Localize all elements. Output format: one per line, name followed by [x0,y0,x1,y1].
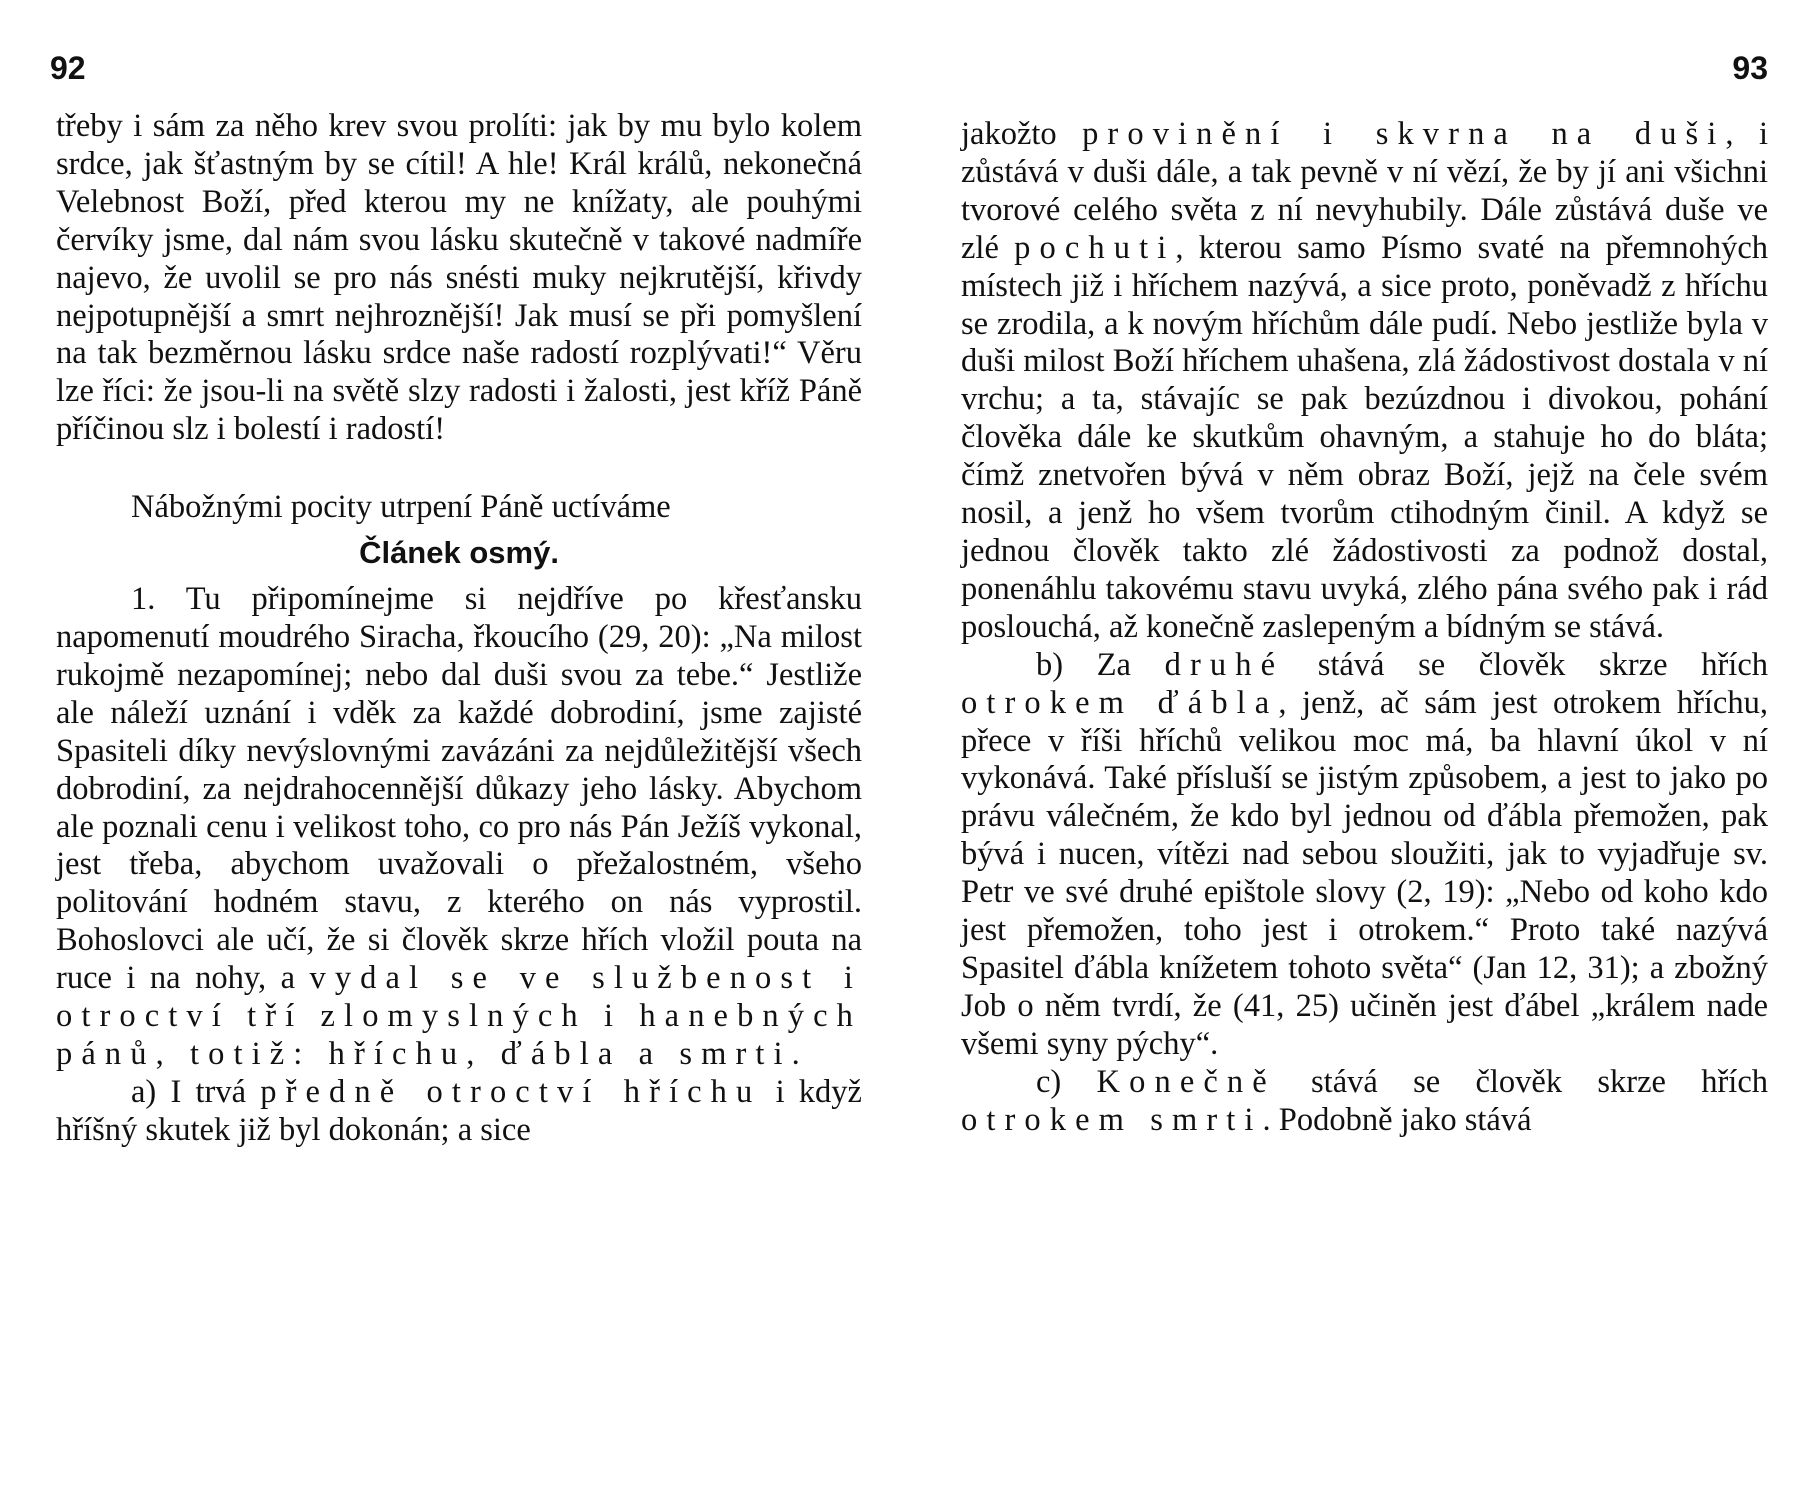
left-page-text [56,108,862,1150]
paragraph-text: i když hříšný skutek již byl dokonán; a sice [56,1073,862,1148]
section-gap [56,449,862,489]
emphasized-text: předně otroctví hříchu [260,1073,762,1110]
paragraph-text: b) Za [1036,646,1165,683]
paragraph-text: stává se člověk skrze hřích [1284,646,1769,683]
paragraph-text: 1. Tu připomínejme si nejdříve po křesťansku napomenutí moudrého Siracha, řkoucího (29, 20): „Na milost rukojmě nezapomínej; nebo dal duši svou za tebe.“ Jestliže ale náleží uznání i vděk za každé dobrodiní, jsme zajisté Spasiteli díky nevýslovnými zavázáni za nejdůležitější všech dobrodiní, za nejdrahocennější důkazy jeho lásky. Abychom ale poznali cenu i velikost toho, co pro nás Pán Ježíš vykonal, jest třeba, abychom uvažovali o přežalostném, všeho politování hodném stavu, z kterého on nás vyprostil. Bohoslovci ale učí, že si člověk skrze hřích vložil pouta na ruce i na nohy, a [56,581,862,997]
emphasized-text: vydal se ve službenost i otroctví tří zlomyslných i hanebných pánů, totiž: hříchu, ďábla a smrti. [56,960,862,1072]
right-page [901,0,1802,1500]
emphasized-text: otrokem ďábla [961,684,1279,721]
paragraph [56,1074,862,1150]
paragraph-text: c) [1036,1063,1097,1100]
right-page-text [961,116,1768,1139]
emphasized-text: Konečně [1096,1063,1276,1100]
paragraph [961,116,1768,647]
paragraph-text: stává se člověk skrze hřích [1275,1063,1769,1100]
paragraph [961,647,1768,1064]
emphasized-text: otrokem smrti [961,1101,1263,1138]
paragraph-text: jakožto [961,116,1083,152]
paragraph-text: a) I trvá [131,1073,261,1110]
paragraph [961,1064,1768,1140]
paragraph: třeby i sám za něho krev svou prolíti: jak by mu bylo kolem srdce, jak šťastným by se cítil! A hle! Král králů, nekonečná Velebnost Boží, před kterou my ne knížaty, ale pouhými červíky jsme, dal nám svou lásku skutečně v takové nadmíře najevo, že uvolil se pro nás snésti muky nejkrutější, křivdy nejpotupnější a smrt nejhroznější! Jak musí se při pomyšlení na tak bezměrnou lásku srdce naše radostí rozplývati!“ Věru lze říci: že jsou-li na světě slzy radosti i žalosti, jest kříž Páně příčinou slz i bolestí i radostí! [56,108,862,448]
paragraph-text: . Podobně jako stává [1262,1101,1532,1138]
emphasized-text: provinění i skvrna na duši [1082,116,1726,152]
page-number: 93 [1732,50,1768,86]
emphasized-text: druhé [1164,646,1285,683]
section-subtitle: Nábožnými pocity utrpení Páně uctíváme [131,489,671,526]
page-number: 92 [50,50,86,86]
paragraph-text: , kterou samo Písmo svaté na přemnohých místech již i hříchem nazývá, a sice proto, poněvadž z hříchu se zrodila, a k novým hříchům dále pudí. Nebo jestliže byla v duši milost Boží hříchem uhašena, zlá žádostivost dostala v ní vrchu; a ta, stávajíc se pak bezúzdnou i divokou, pohání člověka dále ke skutkům ohavným, a stahuje ho do bláta; čímž znetvořen bývá v něm obraz Boží, jejž na čele svém nosil, a jenž ho všem tvorům ctihodným činil. A když se jednou člověk takto zlé žádostivosti za podnož dostal, ponenáhlu takovému stavu uvyká, zlého pána svého pak i rád poslouchá, až konečně zaslepeným a bídným se stává. [961,229,1768,645]
paragraph [56,581,862,1074]
emphasized-text: pochuti [1014,229,1176,266]
section-heading: Článek osmý. [359,535,559,571]
paragraph-text: , i zůstává v duši dále, a tak pevně v ní vězí, že by jí ani všichni tvorové celého světa z ní nevyhubily. Dále zůstává duše ve zlé [961,116,1768,266]
paragraph-text: , jenž, ač sám jest otrokem hříchu, přece v říši hříchů velikou moc má, ba hlavní úkol v ní vykonává. Také přísluší se jistým způsobem, a jest to jako po právu válečném, že kdo byl jednou od ďábla přemožen, pak bývá i nucen, vítězi nad sebou sloužiti, jak to vyjadřuje sv. Petr ve své druhé epištole slovy (2, 19): „Nebo od koho kdo jest přemožen, toho jest i otrokem.“ Proto také nazývá Spasitel ďábla knížetem tohoto světa“ (Jan 12, 31); a zbožný Job o něm tvrdí, že (41, 25) učiněn jest ďábel „králem nade všemi syny pýchy“. [961,684,1768,1062]
